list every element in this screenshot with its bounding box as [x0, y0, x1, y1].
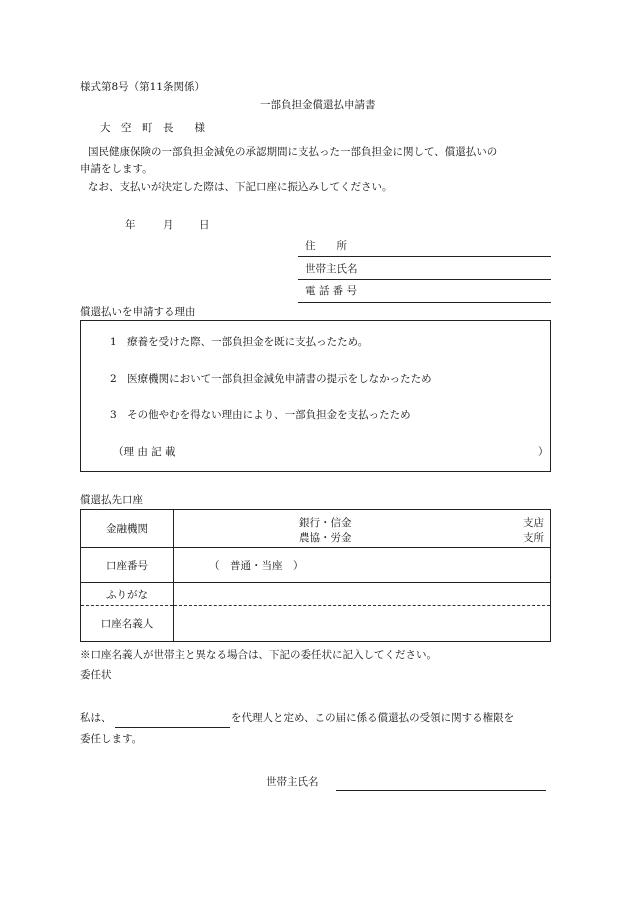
reason-detail-close: ） — [538, 446, 549, 458]
reason-item-1[interactable]: 1 療養を受けた際、一部負担金を既に支払ったため。 — [110, 336, 369, 348]
address-field-line[interactable] — [298, 256, 551, 257]
account-number-field[interactable] — [174, 548, 551, 583]
delegation-heading: 委任状 — [80, 669, 112, 681]
furigana-label: ふりがな — [81, 583, 174, 606]
bank-types-line-1: 銀行・信金 — [299, 516, 352, 529]
form-number: 様式第8号（第11条関係） — [80, 81, 206, 93]
account-number-label: 口座番号 — [81, 548, 174, 583]
account-holder-field[interactable] — [174, 606, 551, 642]
delegation-text-prefix: 私は、 — [80, 712, 112, 724]
household-head-name-label: 世帯主氏名 — [305, 263, 358, 275]
intro-line-1: 国民健康保険の一部負担金減免の承認期間に支払った一部負担金に関して、償還払いの — [88, 146, 498, 158]
phone-label: 電 話 番 号 — [305, 285, 358, 297]
date-year-label: 年 — [125, 219, 136, 231]
bank-account-table — [80, 509, 551, 642]
household-head-name-field-line[interactable] — [298, 279, 551, 280]
addressee: 大 空 町 長 様 — [100, 122, 205, 134]
account-holder-label: 口座名義人 — [81, 606, 174, 642]
address-label: 住 所 — [305, 240, 347, 252]
branch-label-1: 支店 — [523, 516, 544, 529]
intro-line-2: 申請をします。 — [80, 163, 153, 175]
signature-field-line[interactable] — [336, 790, 546, 791]
date-day-label: 日 — [199, 219, 210, 231]
signature-label: 世帯主氏名 — [266, 776, 319, 788]
reason-detail-label[interactable]: （理 由 記 載 — [113, 446, 176, 458]
intro-line-3: なお、支払いが決定した際は、下記口座に振込みしてください。 — [88, 181, 393, 193]
holder-note: ※口座名義人が世帯主と異なる場合は、下記の委任状に記入してください。 — [80, 649, 437, 661]
bank-heading: 償還払先口座 — [80, 494, 143, 506]
delegation-text-suffix: を代理人と定め、この届に係る償還払の受領に関する権限を — [231, 712, 515, 724]
proxy-name-field-line[interactable] — [115, 727, 230, 728]
institution-field[interactable] — [174, 510, 551, 548]
form-title: 一部負担金償還払申請書 — [260, 99, 376, 111]
reason-item-2[interactable]: 2 医療機関において一部負担金減免申請書の提示をしなかったため — [110, 373, 432, 385]
date-month-label: 月 — [163, 219, 174, 231]
account-type-options[interactable]: （ 普通・当座 ） — [209, 559, 304, 572]
furigana-field[interactable] — [174, 583, 551, 606]
institution-label: 金融機関 — [81, 510, 174, 548]
delegation-text-line-2: 委任します。 — [80, 733, 143, 745]
bank-types-line-2: 農協・労金 — [299, 531, 352, 544]
phone-field-line[interactable] — [298, 302, 551, 303]
branch-label-2: 支所 — [523, 531, 544, 544]
reason-item-3[interactable]: 3 その他やむを得ない理由により、一部負担金を支払ったため — [110, 409, 411, 421]
reason-heading: 償還払いを申請する理由 — [80, 306, 196, 318]
